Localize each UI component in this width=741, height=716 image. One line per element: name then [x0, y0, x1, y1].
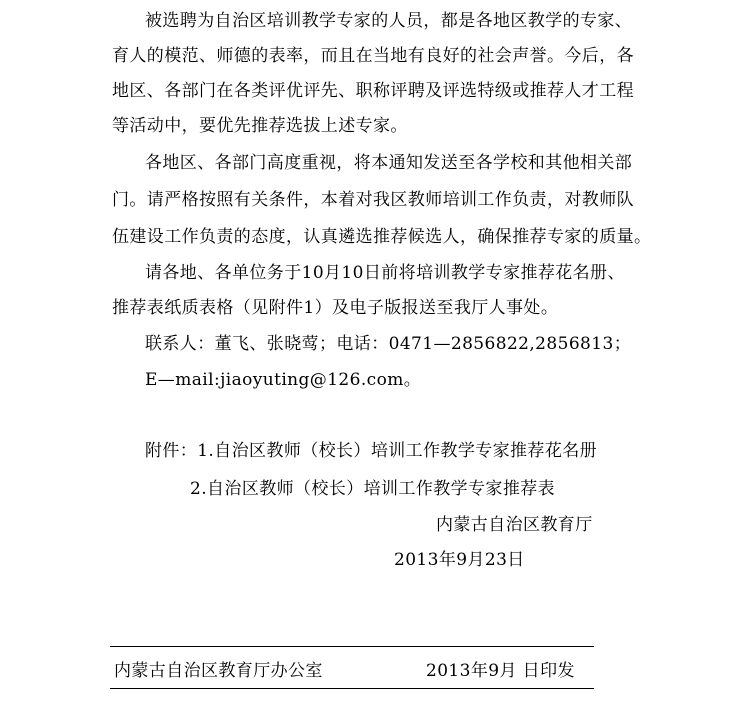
- paragraph-1-line-2: 育人的模范、师德的表率，而且在当地有良好的社会声誉。今后，各: [112, 46, 634, 66]
- paragraph-1-line-1: 被选聘为自治区培训教学专家的人员，都是各地区教学的专家、: [145, 11, 633, 31]
- paragraph-2-line-2: 门。请严格按照有关条件，本着对我区教师培训工作负责，对教师队: [112, 190, 634, 210]
- signature-organization: 内蒙古自治区教育厅: [436, 515, 593, 535]
- paragraph-3-line-2: 推荐表纸质表格（见附件1）及电子版报送至我厅人事处。: [112, 298, 559, 318]
- attachment-item-2: 2.自治区教师（校长）培训工作教学专家推荐表: [190, 479, 556, 499]
- paragraph-2-line-3: 伍建设工作负责的态度，认真遴选推荐候选人，确保推荐专家的质量。: [112, 227, 652, 247]
- paragraph-2-line-1: 各地区、各部门高度重视，将本通知发送至各学校和其他相关部: [145, 153, 633, 173]
- footer-top-rule: [110, 646, 594, 647]
- footer-office: 内蒙古自治区教育厅办公室: [114, 661, 323, 681]
- footer-bottom-rule: [110, 688, 594, 689]
- signature-date: 2013年9月23日: [394, 550, 525, 570]
- contact-line: 联系人：董飞、张晓莺；电话：0471—2856822,2856813；: [145, 334, 632, 354]
- paragraph-1-line-4: 等活动中，要优先推荐选拔上述专家。: [112, 116, 408, 136]
- paragraph-1-line-3: 地区、各部门在各类评优评先、职称评聘及评选特级或推荐人才工程: [112, 81, 634, 101]
- paragraph-3-line-1: 请各地、各单位务于10月10日前将培训教学专家推荐花名册、: [145, 263, 625, 283]
- contact-email: E—mail:jiaoyuting@126.com。: [145, 370, 422, 390]
- footer-print-date: 2013年9月 日印发: [426, 661, 575, 681]
- attachment-item-1: 附件：1.自治区教师（校长）培训工作教学专家推荐花名册: [145, 441, 598, 461]
